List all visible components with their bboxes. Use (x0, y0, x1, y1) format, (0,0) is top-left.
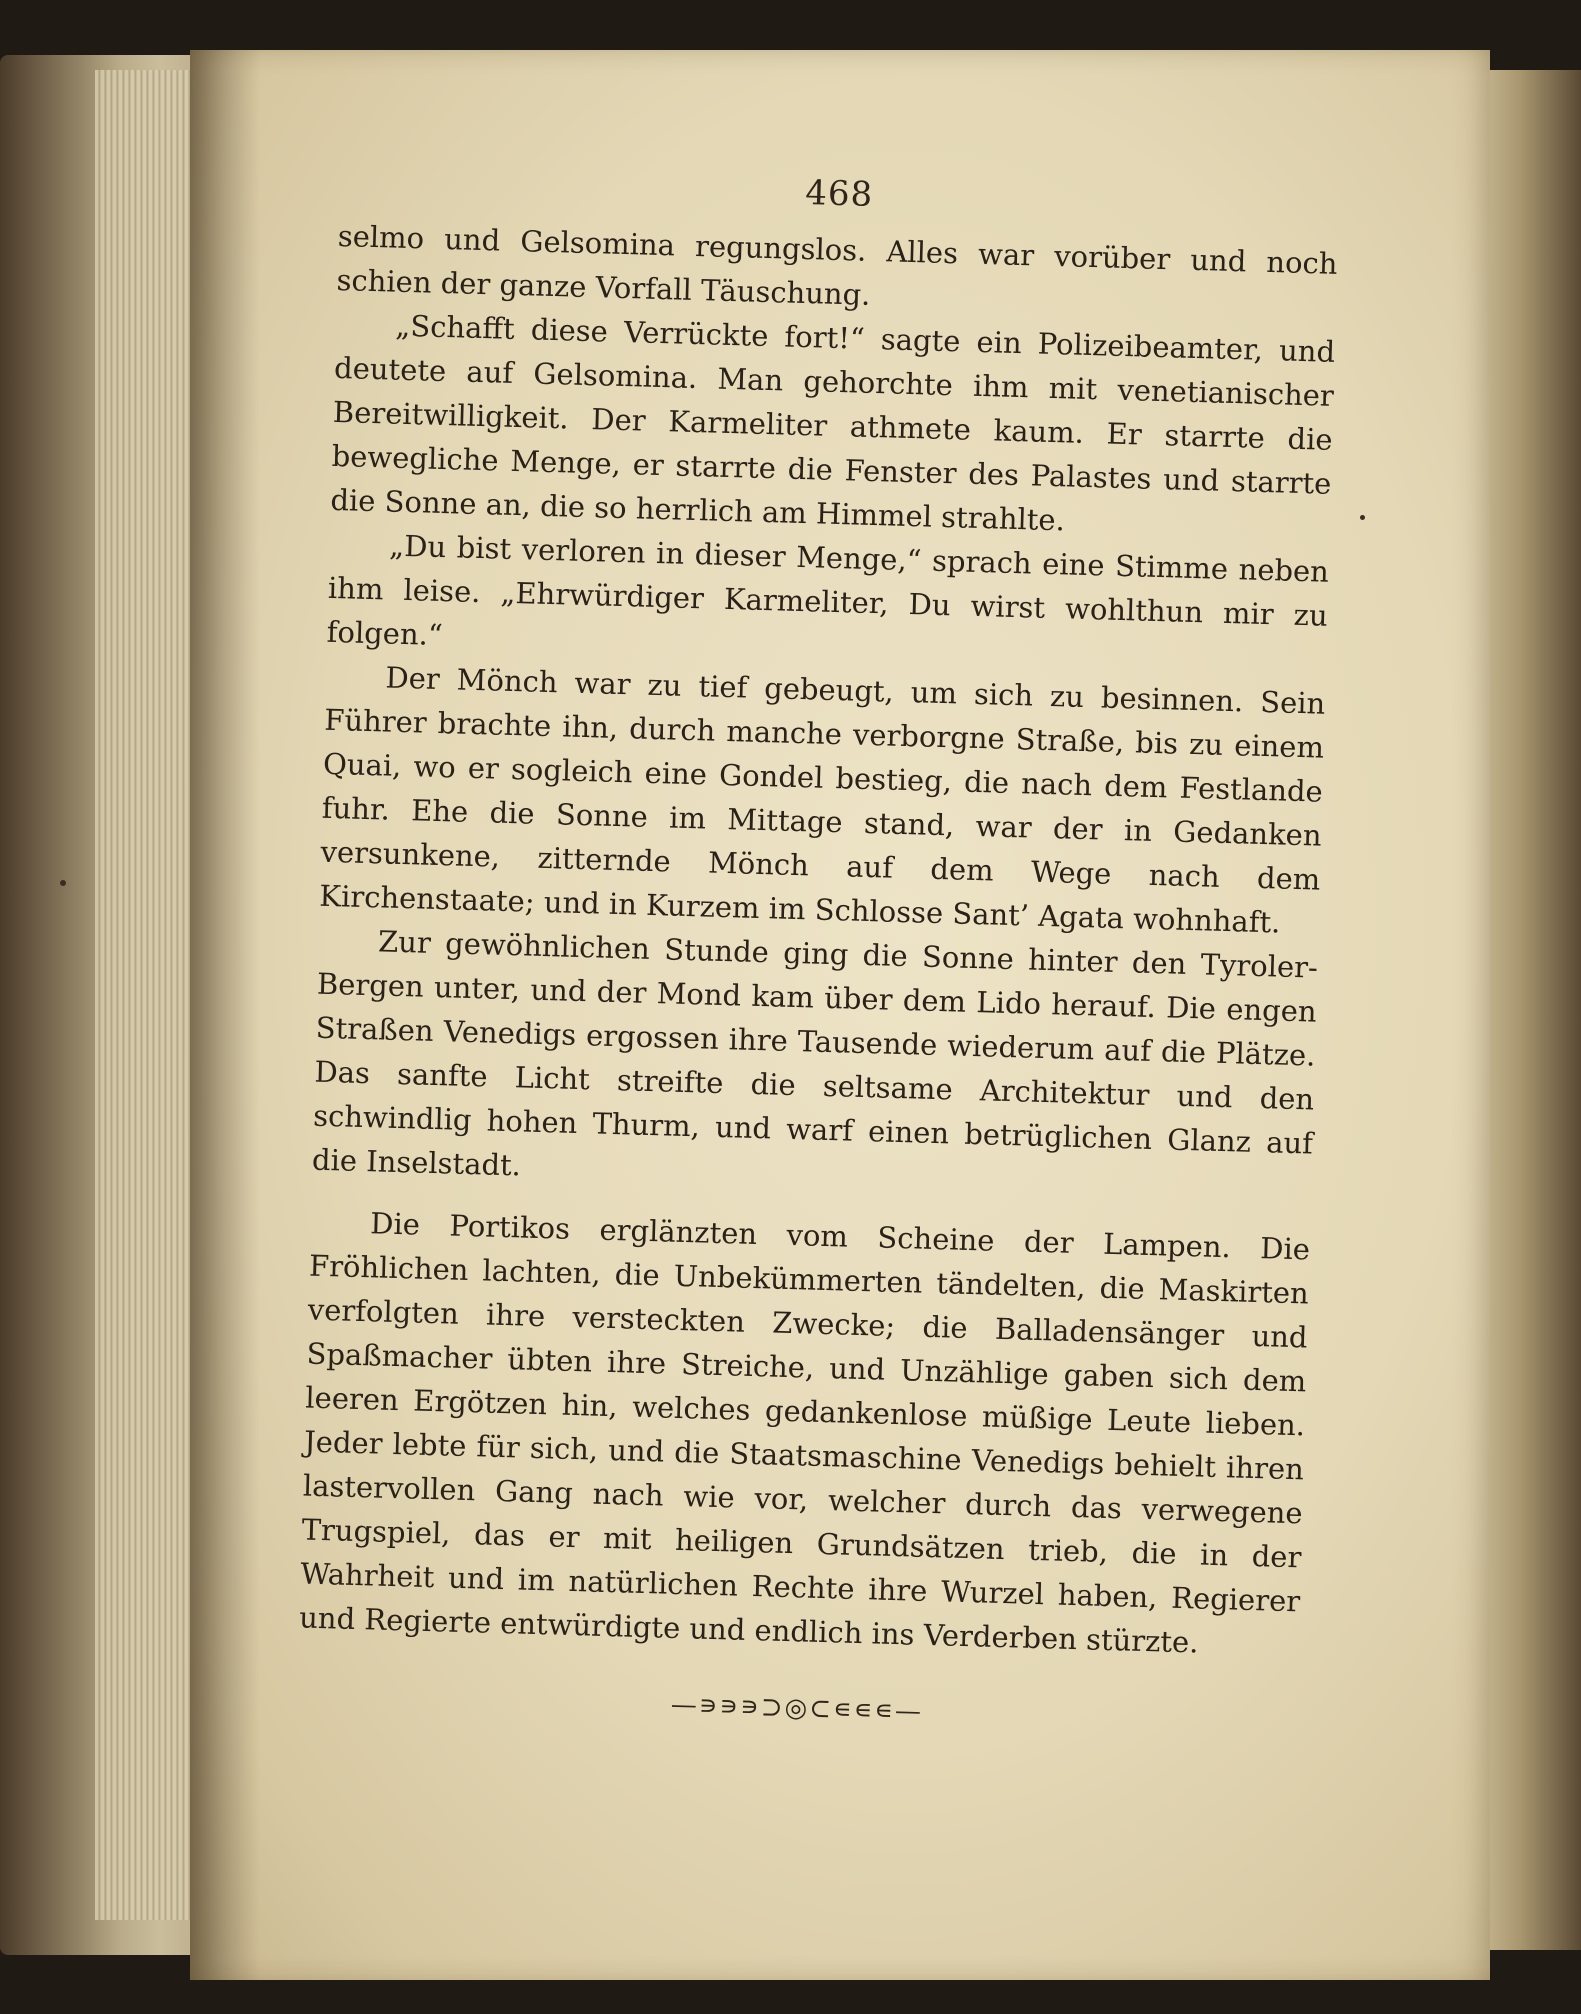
paragraph: „Du bist verloren in dieser Menge,“ sprach eine Stimme neben ihm leise. „Ehrwürdiger Karmeliter, Du wirst wohlthun mir zu folgen.“ (326, 528, 1330, 653)
paragraph: Der Mönch war zu tief gebeugt, um sich zu besinnen. Sein Führer brachte ihn, durch manche verborgne Straße, bis zu einem Quai, wo er sogleich eine Gondel bestieg, die nach dem Festlande fuhr. Ehe die Sonne im Mittage stand, war der in Gedanken versunkene, zitternde Mönch auf dem Wege nach dem Kirchenstaate; und in Kurzem im Schlosse Sant’ Agata wohnhaft. (318, 660, 1326, 940)
paragraph: selmo und Gelsomina regungslos. Alles war vorüber und noch schien der ganze Vorfall Täuschung. (336, 218, 1338, 312)
page-number: 468 (804, 173, 874, 215)
paragraph: „Schafft diese Verrückte fort!“ sagte ein Polizeibeamter, und deutete auf Gelsomina. Man gehorchte ihm mit venetianischer Bereitwilligkeit. Der Karmeliter athmete kaum. Er starrte die bewegliche Menge, er starrte die Fenster des Palastes und starrte die Sonne an, die so herrlich am Himmel strahlte. (330, 308, 1336, 538)
paragraph: Die Portikos erglänzten vom Scheine der Lampen. Die Fröhlichen lachten, die Unbekümmerten tändelten, die Maskirten verfolgten ihre versteckten Zwecke; die Balladensänger und Spaßmacher übten ihre Streiche, und Unzählige gaben sich dem leeren Ergötzen hin, welches gedankenlose müßige Leute lieben. Jeder lebte für sich, und die Staatsmaschine Venedigs behielt ihren lastervollen Gang nach wie vor, welcher durch das verwegene Trugspiel, das er mit heiligen Grundsätzen trieb, die in der Wahrheit und im natürlichen Rechte ihre Wurzel haben, Regierer und Regierte entwürdigte und endlich ins Verderben stürzte. (298, 1206, 1311, 1660)
dust-speck (60, 880, 66, 886)
page-text (297, 160, 1340, 1737)
page-stack (95, 70, 205, 1920)
paragraph: Zur gewöhnlichen Stunde ging die Sonne hinter den Tyroler-Bergen unter, und der Mond kam über dem Lido herauf. Die engen Straßen Venedigs ergossen ihre Tausende wiederum auf die Plätze. Das sanfte Licht streifte die seltsame Architektur und den schwindlig hohen Thurm, und warf einen betrüglichen Glanz auf die Inselstadt. (311, 924, 1319, 1183)
dust-speck (1360, 515, 1365, 520)
book-right-edge (1480, 70, 1581, 1950)
end-ornament: —∍∍∍⊃◎⊂∊∊∊— (670, 1689, 924, 1727)
spine-shadow (190, 50, 260, 1980)
